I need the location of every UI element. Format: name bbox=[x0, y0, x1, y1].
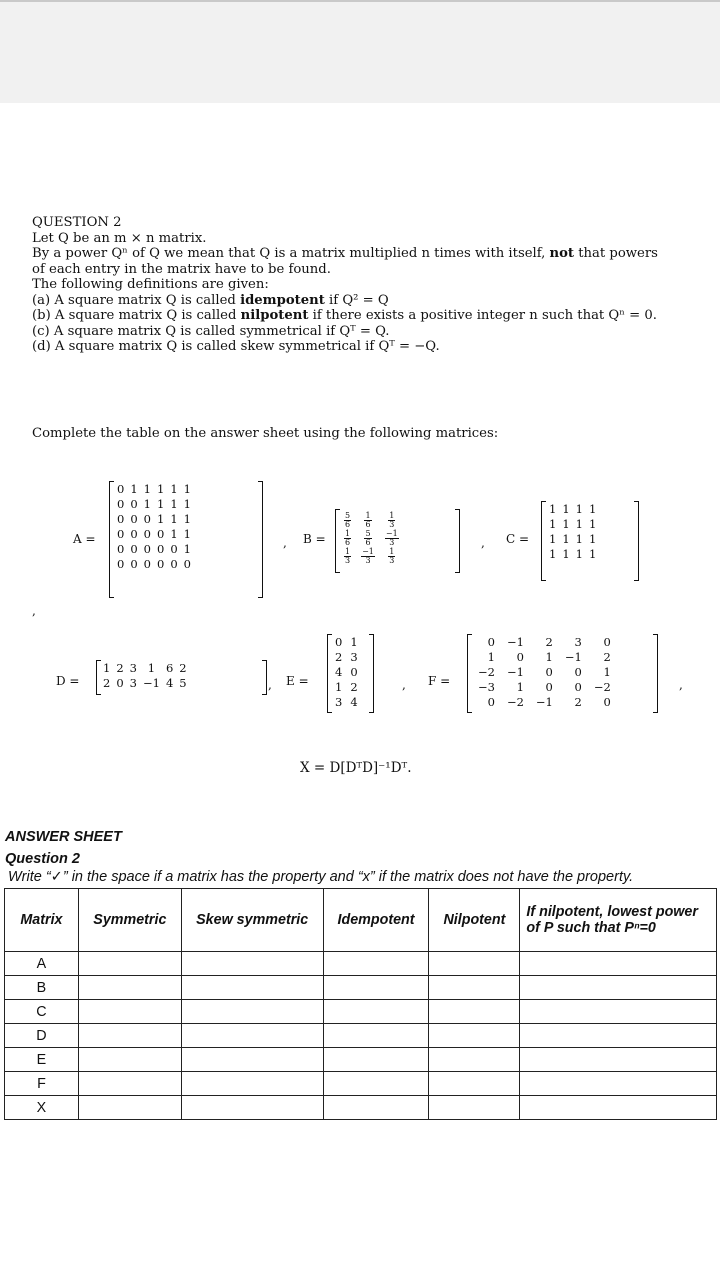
matrix-entry: 0 bbox=[335, 635, 343, 649]
matrix-entry: 1 bbox=[588, 532, 597, 546]
question-title: QUESTION 2 bbox=[32, 215, 122, 230]
matrix-a-label: A = bbox=[73, 532, 96, 546]
matrix-row bbox=[339, 529, 404, 547]
answer-cell[interactable] bbox=[323, 1000, 429, 1024]
matrix-entry: 1 bbox=[588, 502, 597, 516]
matrix-entry: −1 bbox=[506, 635, 524, 649]
definition-b: (b) A square matrix Q is called nilpotent if there exists a positive integer n such that Qⁿ = 0. bbox=[32, 308, 657, 323]
matrix-row bbox=[339, 547, 404, 565]
matrix-c-label: C = bbox=[506, 532, 530, 546]
numerator: 1 bbox=[345, 528, 351, 538]
numerator: 1 bbox=[389, 510, 395, 520]
fraction bbox=[364, 512, 371, 529]
matrix-entry: 0 bbox=[117, 527, 125, 541]
answer-instruction: Write “✓” in the space if a matrix has the property and “x” if the matrix does not have the property. bbox=[8, 869, 634, 885]
definition-d: (d) A square matrix Q is called skew symmetrical if Qᵀ = −Q. bbox=[32, 339, 440, 354]
matrix-entry bbox=[339, 529, 356, 547]
answer-cell[interactable] bbox=[429, 1000, 520, 1024]
matrix-entry bbox=[380, 511, 404, 529]
denominator: 3 bbox=[365, 555, 371, 565]
matrix-row bbox=[339, 511, 404, 529]
answer-cell[interactable] bbox=[181, 1000, 323, 1024]
matrix-entry: 0 bbox=[170, 542, 178, 556]
matrix-entry: 1 bbox=[575, 502, 583, 516]
numerator: −1 bbox=[362, 546, 374, 556]
matrix-entry: 0 bbox=[516, 650, 524, 664]
answer-cell[interactable] bbox=[78, 976, 181, 1000]
matrix-entry: 2 bbox=[116, 661, 124, 675]
answer-row bbox=[5, 1024, 717, 1048]
numerator: 1 bbox=[365, 510, 371, 520]
matrix-e bbox=[331, 635, 362, 710]
matrix-row bbox=[331, 635, 362, 650]
answer-cell[interactable] bbox=[181, 1072, 323, 1096]
answer-cell[interactable] bbox=[181, 1048, 323, 1072]
answer-cell[interactable] bbox=[520, 1072, 717, 1096]
denominator: 3 bbox=[389, 537, 395, 547]
matrix-row bbox=[114, 482, 194, 497]
matrix-entry: 0 bbox=[130, 512, 138, 526]
matrix-row bbox=[100, 676, 190, 691]
matrix-entry: 0 bbox=[156, 542, 165, 556]
answer-cell[interactable] bbox=[78, 1048, 181, 1072]
answer-row-label: A bbox=[5, 952, 79, 976]
numerator: −1 bbox=[385, 528, 398, 538]
denominator: 6 bbox=[365, 519, 371, 529]
answer-cell[interactable] bbox=[429, 1048, 520, 1072]
answer-cell[interactable] bbox=[520, 1048, 717, 1072]
matrix-entry: 1 bbox=[183, 497, 191, 511]
matrix-entry: 1 bbox=[143, 497, 151, 511]
matrix-entry: 1 bbox=[183, 512, 191, 526]
matrix-entry: 0 bbox=[143, 557, 151, 571]
answer-cell[interactable] bbox=[78, 1072, 181, 1096]
answer-cell[interactable] bbox=[323, 976, 429, 1000]
answer-table-header bbox=[5, 889, 717, 952]
denominator: 6 bbox=[345, 537, 351, 547]
matrix-entry: 2 bbox=[335, 650, 343, 664]
matrix-row bbox=[100, 661, 190, 676]
matrix-row bbox=[114, 527, 194, 542]
answer-cell[interactable] bbox=[429, 1072, 520, 1096]
denominator: 6 bbox=[345, 519, 351, 529]
matrix-entry: 3 bbox=[574, 635, 582, 649]
matrix-entry: 0 bbox=[117, 542, 125, 556]
fraction bbox=[344, 530, 351, 547]
matrix-entry: 0 bbox=[130, 497, 138, 511]
matrix-entry: 3 bbox=[350, 650, 358, 664]
matrix-entry: 2 bbox=[574, 695, 582, 709]
question-line-4: The following definitions are given: bbox=[32, 277, 269, 292]
matrix-entry bbox=[356, 547, 380, 565]
matrix-entry: 2 bbox=[103, 676, 111, 690]
definition-c: (c) A square matrix Q is called symmetrical if Qᵀ = Q. bbox=[32, 323, 390, 339]
matrix-entry: 1 bbox=[183, 482, 191, 496]
matrix-row bbox=[546, 502, 599, 517]
matrix-entry: 0 bbox=[545, 680, 553, 694]
fraction bbox=[361, 548, 375, 565]
matrix-entry: 1 bbox=[143, 482, 151, 496]
matrix-entry: 1 bbox=[549, 532, 557, 546]
matrix-entry: 0 bbox=[117, 497, 125, 511]
matrix-row bbox=[331, 665, 362, 680]
matrix-b-right-bracket bbox=[455, 509, 460, 573]
matrix-entry: 1 bbox=[103, 661, 111, 675]
matrix-f-label: F = bbox=[428, 674, 451, 688]
matrix-entry: 6 bbox=[165, 661, 174, 675]
matrix-entry: 0 bbox=[156, 557, 165, 571]
matrix-f-right-bracket bbox=[653, 634, 658, 713]
numerator: 1 bbox=[345, 546, 351, 556]
answer-cell[interactable] bbox=[520, 1000, 717, 1024]
matrix-entry bbox=[339, 511, 356, 529]
matrix-entry: −2 bbox=[478, 665, 495, 679]
matrix-entry: 0 bbox=[487, 635, 495, 649]
question-line-2: By a power Qⁿ of Q we mean that Q is a matrix multiplied n times with itself, not that powers bbox=[32, 246, 658, 261]
numerator: 1 bbox=[389, 546, 395, 556]
matrix-row bbox=[472, 665, 617, 680]
matrix-entry: 1 bbox=[130, 482, 138, 496]
answer-cell[interactable] bbox=[78, 1096, 181, 1120]
matrix-row bbox=[472, 635, 617, 650]
matrix-row bbox=[114, 557, 194, 572]
matrix-entry: 1 bbox=[156, 482, 165, 496]
matrix-entry: 1 bbox=[545, 650, 553, 664]
matrix-entry: 0 bbox=[170, 557, 178, 571]
matrix-entry: 0 bbox=[130, 557, 138, 571]
matrix-entry: 4 bbox=[335, 665, 343, 679]
fraction bbox=[344, 512, 351, 529]
matrix-row bbox=[114, 497, 194, 512]
answer-row bbox=[5, 1000, 717, 1024]
matrix-entry: 1 bbox=[575, 517, 583, 531]
definition-a: (a) A square matrix Q is called idempotent if Q² = Q bbox=[32, 292, 389, 308]
matrix-entry: 1 bbox=[183, 542, 191, 556]
matrix-row bbox=[331, 695, 362, 710]
matrix-entry: 3 bbox=[129, 676, 137, 690]
answer-row-label: D bbox=[5, 1024, 79, 1048]
question-line-3: of each entry in the matrix have to be found. bbox=[32, 261, 331, 277]
matrix-e-right-bracket bbox=[369, 634, 374, 713]
matrix-entry: 1 bbox=[588, 517, 597, 531]
question-line-1: Let Q be an m × n matrix. bbox=[32, 230, 207, 246]
complete-instruction: Complete the table on the answer sheet using the following matrices: bbox=[32, 426, 499, 441]
matrix-entry: 4 bbox=[350, 695, 358, 709]
fraction bbox=[344, 548, 351, 565]
answer-row bbox=[5, 976, 717, 1000]
matrix-entry bbox=[356, 511, 380, 529]
answer-row-label: C bbox=[5, 1000, 79, 1024]
answer-cell[interactable] bbox=[181, 976, 323, 1000]
matrix-entry: 1 bbox=[603, 665, 611, 679]
matrix-d-label: D = bbox=[56, 674, 80, 688]
matrix-entry: −3 bbox=[478, 680, 495, 694]
matrix-c-right-bracket bbox=[634, 501, 639, 581]
matrix-row bbox=[114, 542, 194, 557]
matrix-e-label: E = bbox=[286, 674, 309, 688]
matrix-c bbox=[546, 502, 599, 562]
matrix-a-right-bracket bbox=[258, 481, 263, 598]
matrix-a bbox=[114, 482, 194, 572]
header-idempotent: Idempotent bbox=[323, 889, 429, 952]
answer-cell[interactable] bbox=[323, 1048, 429, 1072]
answer-cell[interactable] bbox=[429, 1096, 520, 1120]
answer-sheet-heading bbox=[5, 826, 122, 870]
matrix-entry: 1 bbox=[335, 680, 343, 694]
answer-cell[interactable] bbox=[520, 976, 717, 1000]
matrix-f bbox=[472, 635, 617, 710]
matrix-entry: −1 bbox=[506, 665, 524, 679]
answer-cell[interactable] bbox=[181, 1096, 323, 1120]
answer-cell[interactable] bbox=[323, 1024, 429, 1048]
matrix-entry: 1 bbox=[575, 532, 583, 546]
matrix-entry: 0 bbox=[487, 695, 495, 709]
matrix-entry: 2 bbox=[179, 661, 187, 675]
fraction bbox=[388, 548, 395, 565]
answer-cell[interactable] bbox=[78, 1024, 181, 1048]
answer-cell[interactable] bbox=[323, 1072, 429, 1096]
matrix-entry: 1 bbox=[562, 532, 570, 546]
matrix-entry: 2 bbox=[350, 680, 358, 694]
matrix-entry: 1 bbox=[562, 502, 570, 516]
matrix-entry: 1 bbox=[575, 547, 583, 561]
matrix-entry: 2 bbox=[603, 650, 611, 664]
matrix-entry: 1 bbox=[147, 661, 156, 675]
matrix-entry: 3 bbox=[129, 661, 137, 675]
matrix-entry: 0 bbox=[130, 527, 138, 541]
denominator: 6 bbox=[365, 537, 371, 547]
matrix-entry: 0 bbox=[116, 676, 124, 690]
question-text bbox=[32, 215, 717, 355]
answer-cell[interactable] bbox=[181, 1024, 323, 1048]
answer-cell[interactable] bbox=[429, 976, 520, 1000]
denominator: 3 bbox=[389, 519, 395, 529]
matrix-entry: 0 bbox=[603, 635, 611, 649]
matrix-entry bbox=[356, 529, 380, 547]
header-skew-symmetric: Skew symmetric bbox=[181, 889, 323, 952]
matrix-entry bbox=[339, 547, 356, 565]
denominator: 3 bbox=[389, 555, 395, 565]
numerator: 5 bbox=[365, 528, 371, 538]
matrix-entry: 3 bbox=[335, 695, 343, 709]
answer-cell[interactable] bbox=[429, 952, 520, 976]
answer-cell[interactable] bbox=[78, 1000, 181, 1024]
header-matrix: Matrix bbox=[5, 889, 79, 952]
matrix-entry: 0 bbox=[143, 527, 151, 541]
matrix-entry: 0 bbox=[143, 512, 151, 526]
answer-cell[interactable] bbox=[520, 1096, 717, 1120]
matrix-entry bbox=[380, 547, 404, 565]
answer-cell[interactable] bbox=[78, 952, 181, 976]
matrix-entry: 0 bbox=[603, 695, 611, 709]
answer-table bbox=[4, 888, 717, 1120]
matrix-row bbox=[331, 650, 362, 665]
answer-row-label: E bbox=[5, 1048, 79, 1072]
matrix-row bbox=[472, 695, 617, 710]
answer-sheet-subtitle: Question 2 bbox=[5, 851, 80, 867]
comma: , bbox=[679, 678, 683, 692]
matrix-entry: 1 bbox=[170, 497, 178, 511]
answer-cell[interactable] bbox=[520, 952, 717, 976]
matrix-entry: 1 bbox=[588, 547, 597, 561]
matrix-entry: −2 bbox=[593, 680, 611, 694]
answer-sheet-title: ANSWER SHEET bbox=[5, 829, 122, 845]
comma: , bbox=[283, 536, 287, 550]
matrix-entry: 1 bbox=[183, 527, 191, 541]
matrix-row bbox=[546, 547, 599, 562]
comma: , bbox=[32, 604, 36, 618]
denominator: 3 bbox=[345, 555, 351, 565]
matrix-entry: 0 bbox=[574, 680, 582, 694]
answer-row bbox=[5, 1096, 717, 1120]
matrix-row bbox=[472, 680, 617, 695]
matrix-entry: 0 bbox=[156, 527, 165, 541]
matrix-entry bbox=[380, 529, 404, 547]
matrix-entry: 2 bbox=[545, 635, 553, 649]
matrix-entry: 1 bbox=[170, 482, 178, 496]
matrix-row bbox=[546, 517, 599, 532]
answer-cell[interactable] bbox=[323, 952, 429, 976]
matrix-entry: 0 bbox=[117, 512, 125, 526]
matrix-entry: 0 bbox=[183, 557, 191, 571]
matrix-entry: 1 bbox=[562, 517, 570, 531]
fraction bbox=[364, 530, 371, 547]
matrix-entry: 1 bbox=[549, 502, 557, 516]
matrix-entry: 0 bbox=[143, 542, 151, 556]
matrix-entry: −1 bbox=[142, 676, 160, 690]
matrix-entry: 1 bbox=[170, 527, 178, 541]
matrix-entry: 0 bbox=[545, 665, 553, 679]
matrix-entry: 1 bbox=[156, 497, 165, 511]
matrix-row bbox=[114, 512, 194, 527]
numerator: 5 bbox=[345, 510, 351, 520]
answer-row bbox=[5, 1072, 717, 1096]
answer-row-label: B bbox=[5, 976, 79, 1000]
x-definition: X = D[DᵀD]⁻¹Dᵀ. bbox=[300, 760, 412, 776]
comma: , bbox=[268, 678, 272, 692]
matrix-entry: 0 bbox=[574, 665, 582, 679]
answer-cell[interactable] bbox=[323, 1096, 429, 1120]
matrix-entry: 1 bbox=[549, 517, 557, 531]
matrix-entry: 0 bbox=[117, 557, 125, 571]
answer-row-label: F bbox=[5, 1072, 79, 1096]
matrix-entry: 1 bbox=[350, 635, 358, 649]
answer-row bbox=[5, 952, 717, 976]
answer-cell[interactable] bbox=[181, 952, 323, 976]
answer-row bbox=[5, 1048, 717, 1072]
matrix-entry: 4 bbox=[165, 676, 174, 690]
matrix-row bbox=[331, 680, 362, 695]
comma: , bbox=[402, 678, 406, 692]
matrix-entry: 1 bbox=[549, 547, 557, 561]
matrix-entry: 5 bbox=[179, 676, 187, 690]
matrix-d-right-bracket bbox=[262, 660, 267, 695]
matrix-entry: 0 bbox=[117, 482, 125, 496]
matrix-row bbox=[546, 532, 599, 547]
answer-cell[interactable] bbox=[520, 1024, 717, 1048]
fraction bbox=[388, 512, 395, 529]
matrix-entry: −2 bbox=[506, 695, 524, 709]
header-symmetric: Symmetric bbox=[78, 889, 181, 952]
matrix-entry: 0 bbox=[350, 665, 358, 679]
matrix-entry: 1 bbox=[516, 680, 524, 694]
header-lowest-power: If nilpotent, lowest power of P such that Pⁿ=0 bbox=[520, 889, 717, 952]
matrix-entry: −1 bbox=[564, 650, 582, 664]
matrix-entry: 1 bbox=[487, 650, 495, 664]
answer-cell[interactable] bbox=[429, 1024, 520, 1048]
matrix-entry: 0 bbox=[130, 542, 138, 556]
fraction bbox=[385, 530, 399, 547]
matrix-entry: −1 bbox=[535, 695, 553, 709]
matrix-entry: 1 bbox=[562, 547, 570, 561]
matrix-b-label: B = bbox=[303, 532, 326, 546]
matrix-entry: 1 bbox=[156, 512, 165, 526]
header-nilpotent: Nilpotent bbox=[429, 889, 520, 952]
matrix-b bbox=[339, 511, 404, 565]
comma: , bbox=[481, 536, 485, 550]
matrix-d bbox=[100, 661, 190, 691]
matrix-row bbox=[472, 650, 617, 665]
answer-row-label: X bbox=[5, 1096, 79, 1120]
top-bar bbox=[0, 0, 720, 103]
matrix-entry: 1 bbox=[170, 512, 178, 526]
